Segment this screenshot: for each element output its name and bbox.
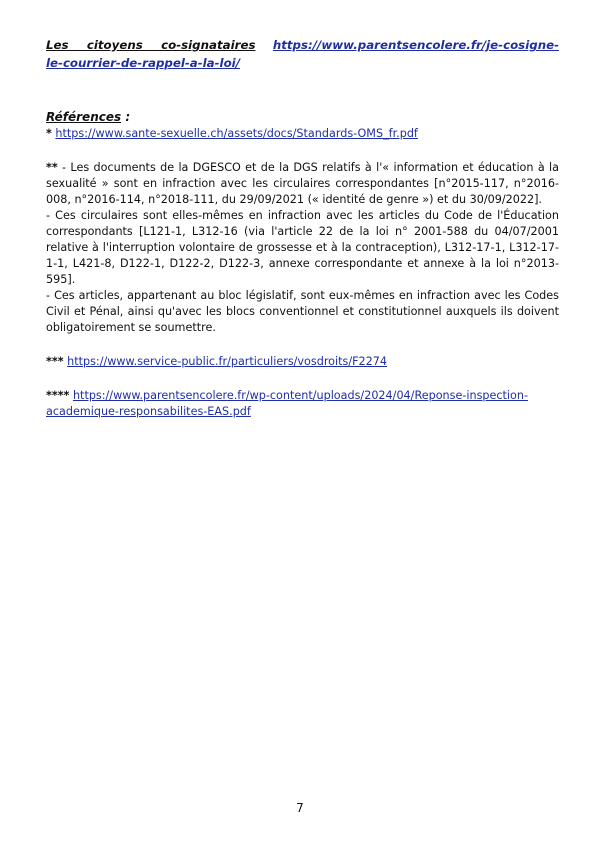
reference-4-marker: **** bbox=[46, 389, 70, 402]
document-body bbox=[46, 36, 559, 420]
cosignataires-heading bbox=[46, 36, 559, 72]
references-title-text: Références bbox=[46, 110, 122, 124]
reference-2-paragraph-3: - Ces articles, appartenant au bloc législatif, sont eux-mêmes en infraction avec les Codes Civil et Pénal, ainsi qu'avec les blocs conventionnel et constitutionnel auxquels ils doivent obligatoirement se soumettre. bbox=[46, 289, 559, 334]
references-title bbox=[46, 108, 559, 126]
reference-2-text-1: - Les documents de la DGESCO et de la DGS relatifs à l'« information et éducation à la sexualité » sont en infraction avec les circulaires correspondantes [n°2015-117, n°2016-008, n°2016-114, n°2018-111, du 29/09/2021 (« identité de genre ») et du 30/09/2022]. bbox=[46, 161, 559, 206]
reference-2-paragraph-1 bbox=[46, 160, 559, 208]
reference-4 bbox=[46, 388, 559, 420]
cosignataires-label: Les citoyens co-signataires bbox=[46, 38, 256, 52]
reference-1-link[interactable]: https://www.sante-sexuelle.ch/assets/docs/Standards-OMS_fr.pdf bbox=[55, 127, 418, 140]
reference-4-link[interactable]: https://www.parentsencolere.fr/wp-content/uploads/2024/04/Reponse-inspection-academique-responsabilites-EAS.pdf bbox=[46, 389, 529, 418]
reference-3-link[interactable]: https://www.service-public.fr/particuliers/vosdroits/F2274 bbox=[67, 355, 388, 368]
reference-1-marker: * bbox=[46, 127, 52, 140]
cosign-link[interactable]: https://www.parentsencolere.fr/je-cosigne-le-courrier-de-rappel-a-la-loi/ bbox=[46, 38, 559, 70]
references-title-suffix: : bbox=[121, 110, 131, 124]
page-number: 7 bbox=[296, 801, 304, 815]
reference-3-marker: *** bbox=[46, 355, 64, 368]
reference-2-paragraph-2: - Ces circulaires sont elles-mêmes en infraction avec les articles du Code de l'Éducation correspondants [L121-1, L312-16 (via l'article 22 de la loi n° 2001-588 du 04/07/2001 relative à l'interruption volontaire de grossesse et à la contraception), L312-17-1, L312-17-1-1, L421-8, D122-1, D122-2, D122-3, annexe correspondante et annexe à la loi n°2013-595]. bbox=[46, 209, 559, 286]
reference-2-marker: ** bbox=[46, 161, 58, 174]
reference-3 bbox=[46, 354, 559, 370]
reference-1 bbox=[46, 126, 559, 142]
